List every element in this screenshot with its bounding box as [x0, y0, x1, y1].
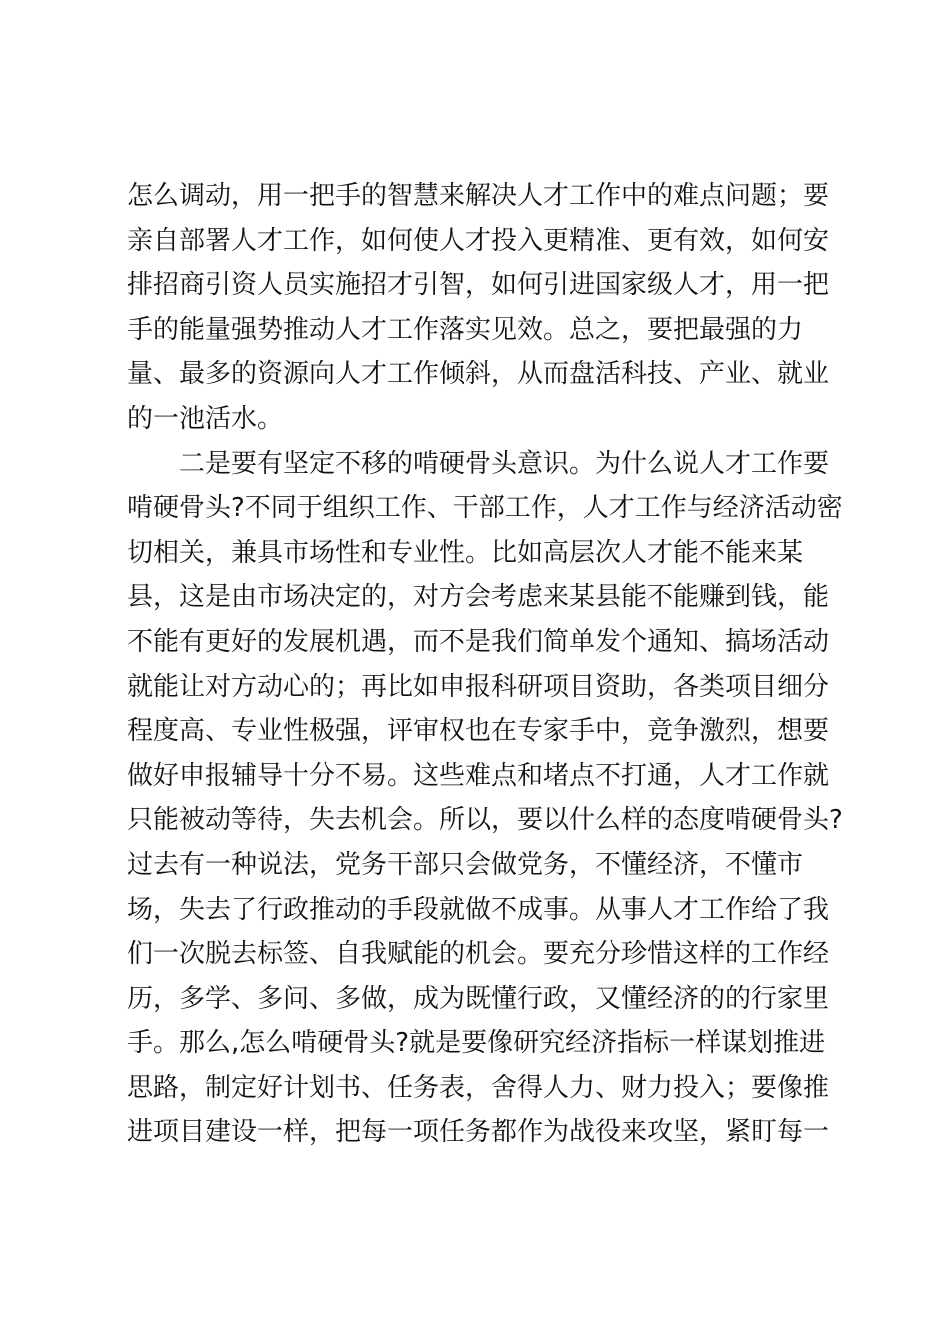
text-line: 过去有一种说法，党务干部只会做党务，不懂经济，不懂市: [127, 849, 804, 880]
paragraph-first-line: 二是要有坚定不移的啃硬骨头意识。为什么说人才工作要: [179, 448, 830, 479]
text-line: 就能让对方动心的；再比如申报科研项目资助，各类项目细分: [127, 671, 830, 702]
text-line: 不能有更好的发展机遇，而不是我们简单发个通知、搞场活动: [127, 626, 830, 657]
text-line: 啃硬骨头?不同于组织工作、干部工作，人才工作与经济活动密: [127, 493, 843, 524]
text-line: 亲自部署人才工作，如何使人才投入更精准、更有效，如何安: [127, 225, 830, 256]
text-line: 只能被动等待，失去机会。所以，要以什么样的态度啃硬骨头?: [127, 805, 843, 836]
text-line: 切相关，兼具市场性和专业性。比如高层次人才能不能来某: [127, 537, 804, 568]
text-line: 场，失去了行政推动的手段就做不成事。从事人才工作给了我: [127, 894, 830, 925]
text-line: 们一次脱去标签、自我赋能的机会。要充分珍惜这样的工作经: [127, 939, 830, 970]
text-line: 手。那么,怎么啃硬骨头?就是要像研究经济指标一样谋划推进: [127, 1028, 826, 1059]
body-text: [127, 174, 843, 1155]
text-line: 的一池活水。: [127, 403, 284, 434]
text-line: 进项目建设一样，把每一项任务都作为战役来攻坚，紧盯每一: [127, 1117, 830, 1148]
text-line: 程度高、专业性极强，评审权也在专家手中，竞争激烈，想要: [127, 716, 830, 747]
text-line: 县，这是由市场决定的，对方会考虑来某县能不能赚到钱，能: [127, 582, 830, 613]
text-line: 思路，制定好计划书、任务表，舍得人力、财力投入；要像推: [127, 1072, 830, 1103]
text-line: 怎么调动，用一把手的智慧来解决人才工作中的难点问题；要: [127, 181, 830, 211]
text-line: 手的能量强势推动人才工作落实见效。总之，要把最强的力: [127, 314, 804, 345]
text-line: 历，多学、多问、多做，成为既懂行政，又懂经济的的行家里: [127, 983, 830, 1014]
text-line: 排招商引资人员实施招才引智，如何引进国家级人才，用一把: [127, 270, 830, 301]
text-line: 量、最多的资源向人才工作倾斜，从而盘活科技、产业、就业: [127, 359, 830, 390]
text-line: 做好申报辅导十分不易。这些难点和堵点不打通，人才工作就: [127, 760, 830, 791]
